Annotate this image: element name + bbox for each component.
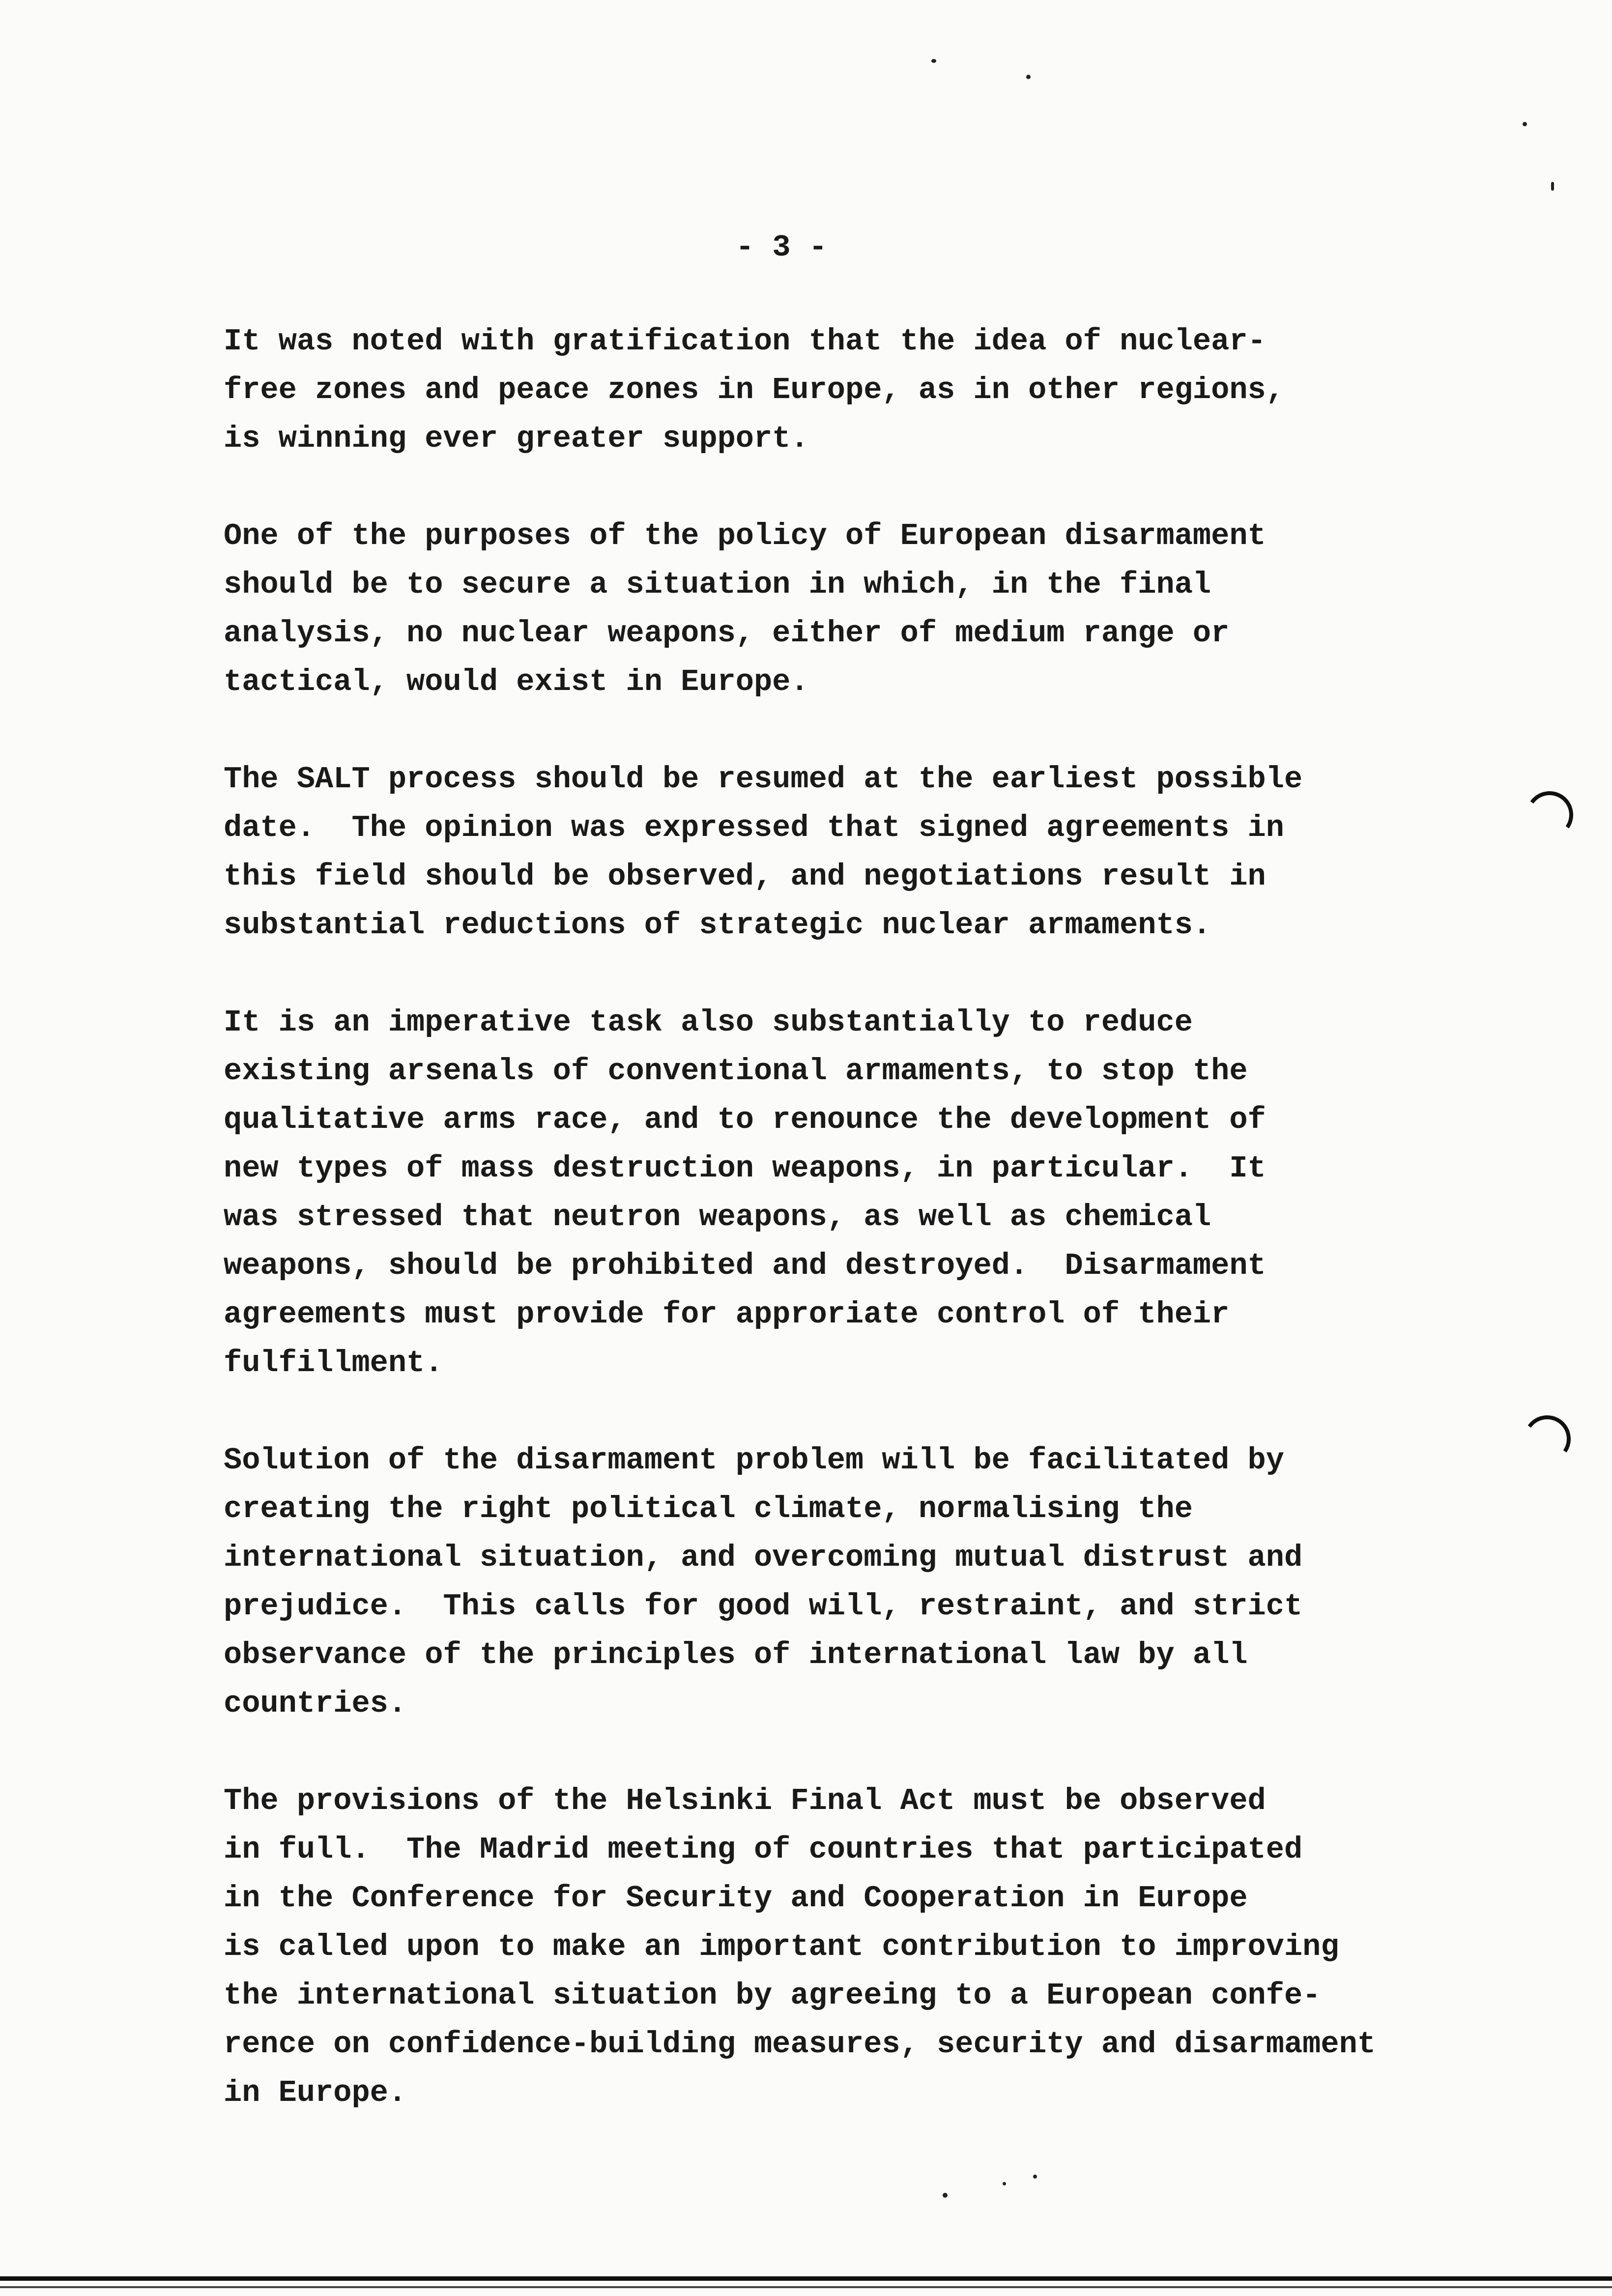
- text-line: creating the right political climate, normalising the: [224, 1492, 1193, 1526]
- scan-speck: [1551, 182, 1554, 191]
- scan-speck: [1003, 2182, 1006, 2185]
- text-line: observance of the principles of international law by all: [224, 1637, 1248, 1672]
- text-line: new types of mass destruction weapons, in particular. It: [224, 1151, 1266, 1186]
- text-line: tactical, would exist in Europe.: [224, 664, 809, 699]
- text-line: free zones and peace zones in Europe, as in other regions,: [224, 373, 1284, 407]
- text-line: international situation, and overcoming mutual distrust and: [224, 1540, 1303, 1575]
- text-line: prejudice. This calls for good will, restraint, and strict: [224, 1589, 1303, 1624]
- body-text: [224, 317, 1482, 2166]
- text-line: One of the purposes of the policy of European disarmament: [224, 518, 1266, 553]
- scan-speck: [1033, 2175, 1037, 2179]
- text-line: existing arsenals of conventional armaments, to stop the: [224, 1054, 1248, 1089]
- text-line: qualitative arms race, and to renounce the development of: [224, 1102, 1266, 1137]
- text-line: countries.: [224, 1686, 407, 1721]
- scan-speck: [931, 59, 936, 63]
- text-line: should be to secure a situation in which, in the final: [224, 567, 1211, 602]
- text-line: analysis, no nuclear weapons, either of medium range or: [224, 616, 1230, 651]
- text-line: fulfillment.: [224, 1346, 443, 1380]
- scan-speck: [943, 2193, 948, 2198]
- text-line: The provisions of the Helsinki Final Act must be observed: [224, 1783, 1266, 1818]
- scan-speck: [1523, 122, 1527, 126]
- text-line: Solution of the disarmament problem will be facilitated by: [224, 1443, 1284, 1478]
- text-line: was stressed that neutron weapons, as well as chemical: [224, 1200, 1211, 1234]
- scan-speck: [1026, 75, 1031, 79]
- text-line: weapons, should be prohibited and destroyed. Disarmament: [224, 1248, 1266, 1283]
- scan-edge-line: [0, 2286, 1612, 2288]
- text-line: in Europe.: [224, 2075, 407, 2110]
- text-line: date. The opinion was expressed that signed agreements in: [224, 810, 1284, 845]
- page-number: - 3 -: [735, 230, 828, 265]
- text-line: substantial reductions of strategic nuclear armaments.: [224, 908, 1211, 943]
- text-line: is winning ever greater support.: [224, 421, 809, 456]
- text-line: It was noted with gratification that the idea of nuclear-: [224, 324, 1266, 359]
- text-line: the international situation by agreeing to a European confe-: [224, 1978, 1321, 2013]
- text-line: this field should be observed, and negotiations result in: [224, 859, 1266, 894]
- paragraph-political-climate: [224, 1436, 1482, 1728]
- text-line: is called upon to make an important contribution to improving: [224, 1929, 1339, 1964]
- text-line: It is an imperative task also substantially to reduce: [224, 1005, 1193, 1040]
- paragraph-conventional-armaments: [224, 998, 1482, 1387]
- paragraph-helsinki-final-act: [224, 1777, 1482, 2117]
- text-line: The SALT process should be resumed at the earliest possible: [224, 762, 1303, 797]
- text-line: in the Conference for Security and Cooperation in Europe: [224, 1881, 1248, 1916]
- text-line: rence on confidence-building measures, security and disarmament: [224, 2027, 1376, 2062]
- text-line: agreements must provide for approriate control of their: [224, 1297, 1230, 1332]
- scan-edge-line: [0, 2276, 1612, 2281]
- punch-mark: [1522, 787, 1577, 842]
- text-line: in full. The Madrid meeting of countries that participated: [224, 1832, 1303, 1867]
- paragraph-salt-process: [224, 755, 1482, 949]
- paragraph-european-disarmament: [224, 512, 1482, 706]
- paragraph-nuclear-free-zones: [224, 317, 1482, 463]
- punch-mark: [1520, 1411, 1574, 1466]
